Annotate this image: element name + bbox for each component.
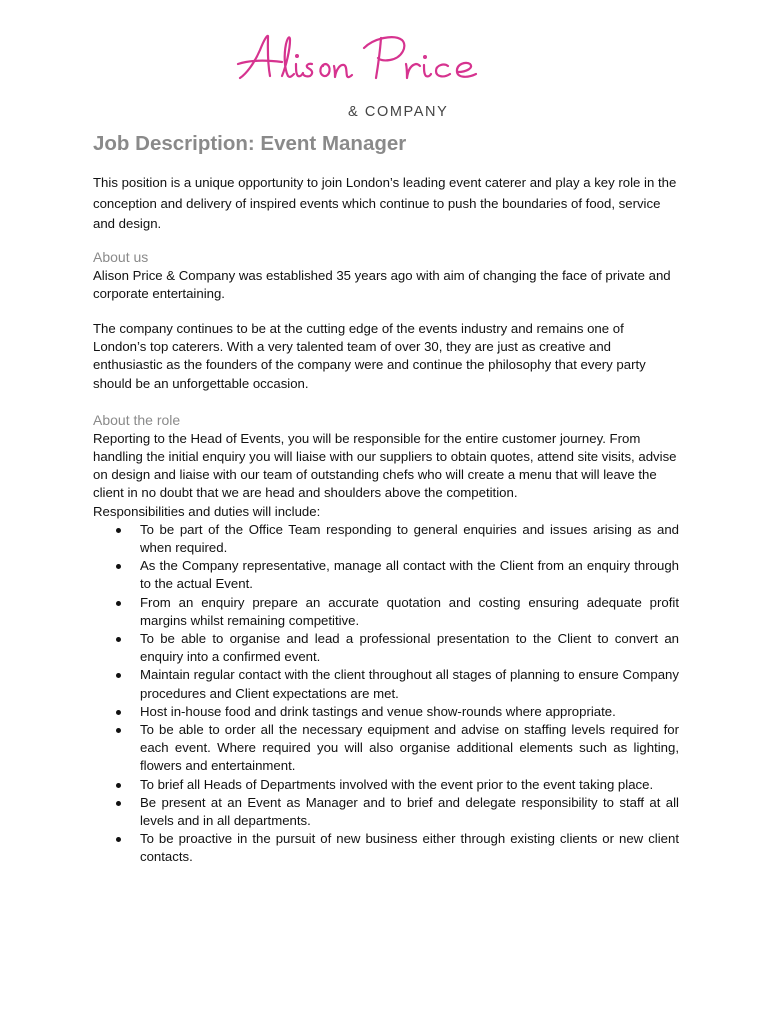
list-item-text: To be part of the Office Team responding to general enquiries and issues arising as and when required. xyxy=(140,521,679,555)
list-item-text: To brief all Heads of Departments involved with the event prior to the event taking place. xyxy=(140,776,654,792)
list-item-text: To be able to order all the necessary equipment and advise on staffing levels required for each event. Where required you will also organise additional elements such as lighting, flowers and entertainment. xyxy=(140,721,679,774)
list-item xyxy=(93,594,679,630)
bullet-icon xyxy=(116,528,121,533)
document-body xyxy=(93,173,679,867)
list-item-text: To be able to organise and lead a professional presentation to the Client to convert an enquiry into a confirmed event. xyxy=(140,630,679,665)
list-item-text: As the Company representative, manage all contact with the Client from an enquiry through to the actual Event. xyxy=(140,558,679,592)
about-us-paragraph-1: Alison Price & Company was established 35 years ago with aim of changing the face of private and corporate entertaining. xyxy=(93,267,671,301)
bullet-icon xyxy=(116,601,121,606)
bullet-icon xyxy=(116,783,121,788)
bullet-icon xyxy=(116,637,121,642)
list-item-text: To be proactive in the pursuit of new business either through existing clients or new client contacts. xyxy=(140,831,679,865)
intro-paragraph: This position is a unique opportunity to join London’s leading event caterer and play a key role in the conception and delivery of inspired events which continue to push the boundaries of food, service and design. xyxy=(93,175,677,231)
list-item xyxy=(93,721,679,776)
list-item xyxy=(93,794,679,830)
list-item xyxy=(93,776,679,794)
bullet-icon xyxy=(116,728,121,733)
bullet-icon xyxy=(116,564,121,569)
logo-script-graphic xyxy=(236,30,546,110)
bullet-icon xyxy=(116,837,121,842)
bullet-icon xyxy=(116,710,121,715)
list-item xyxy=(93,557,679,593)
list-item-text: Be present at an Event as Manager and to brief and delegate responsibility to staff at all levels and in all departments. xyxy=(140,794,679,828)
page-title: Job Description: Event Manager xyxy=(93,132,407,155)
list-item xyxy=(93,521,679,557)
list-item xyxy=(93,630,679,666)
list-item xyxy=(93,703,679,721)
about-role-heading: About the role xyxy=(93,411,181,428)
responsibilities-list xyxy=(93,521,679,867)
list-item xyxy=(93,666,679,702)
about-us-paragraph-2: The company continues to be at the cutting edge of the events industry and remains one of London’s top caterers. With a very talented team of over 30, they are just as creative and enthusiastic as the founders of the company were and continue the philosophy that every party should be an unforgettable occasion. xyxy=(93,320,646,391)
logo-subtext: & COMPANY xyxy=(348,104,449,120)
bullet-icon xyxy=(116,673,121,678)
list-item-text: Host in-house food and drink tastings and venue show-rounds where appropriate. xyxy=(140,703,616,719)
responsibilities-intro: Responsibilities and duties will include: xyxy=(93,503,321,519)
bullet-icon xyxy=(116,801,121,806)
list-item-text: From an enquiry prepare an accurate quotation and costing ensuring adequate profit margins whilst remaining competitive. xyxy=(140,594,679,628)
about-us-heading: About us xyxy=(93,248,149,265)
list-item-text: Maintain regular contact with the client throughout all stages of planning to ensure Company procedures and Client expectations are met. xyxy=(140,667,679,701)
about-role-paragraph: Reporting to the Head of Events, you will be responsible for the entire customer journey. From handling the initial enquiry you will liaise with our suppliers to obtain quotes, attend site visits, advise on design and liaise with our team of outstanding chefs who will create a menu that will leave the client in no doubt that we are head and shoulders above the competition. xyxy=(93,430,677,501)
list-item xyxy=(93,830,679,866)
